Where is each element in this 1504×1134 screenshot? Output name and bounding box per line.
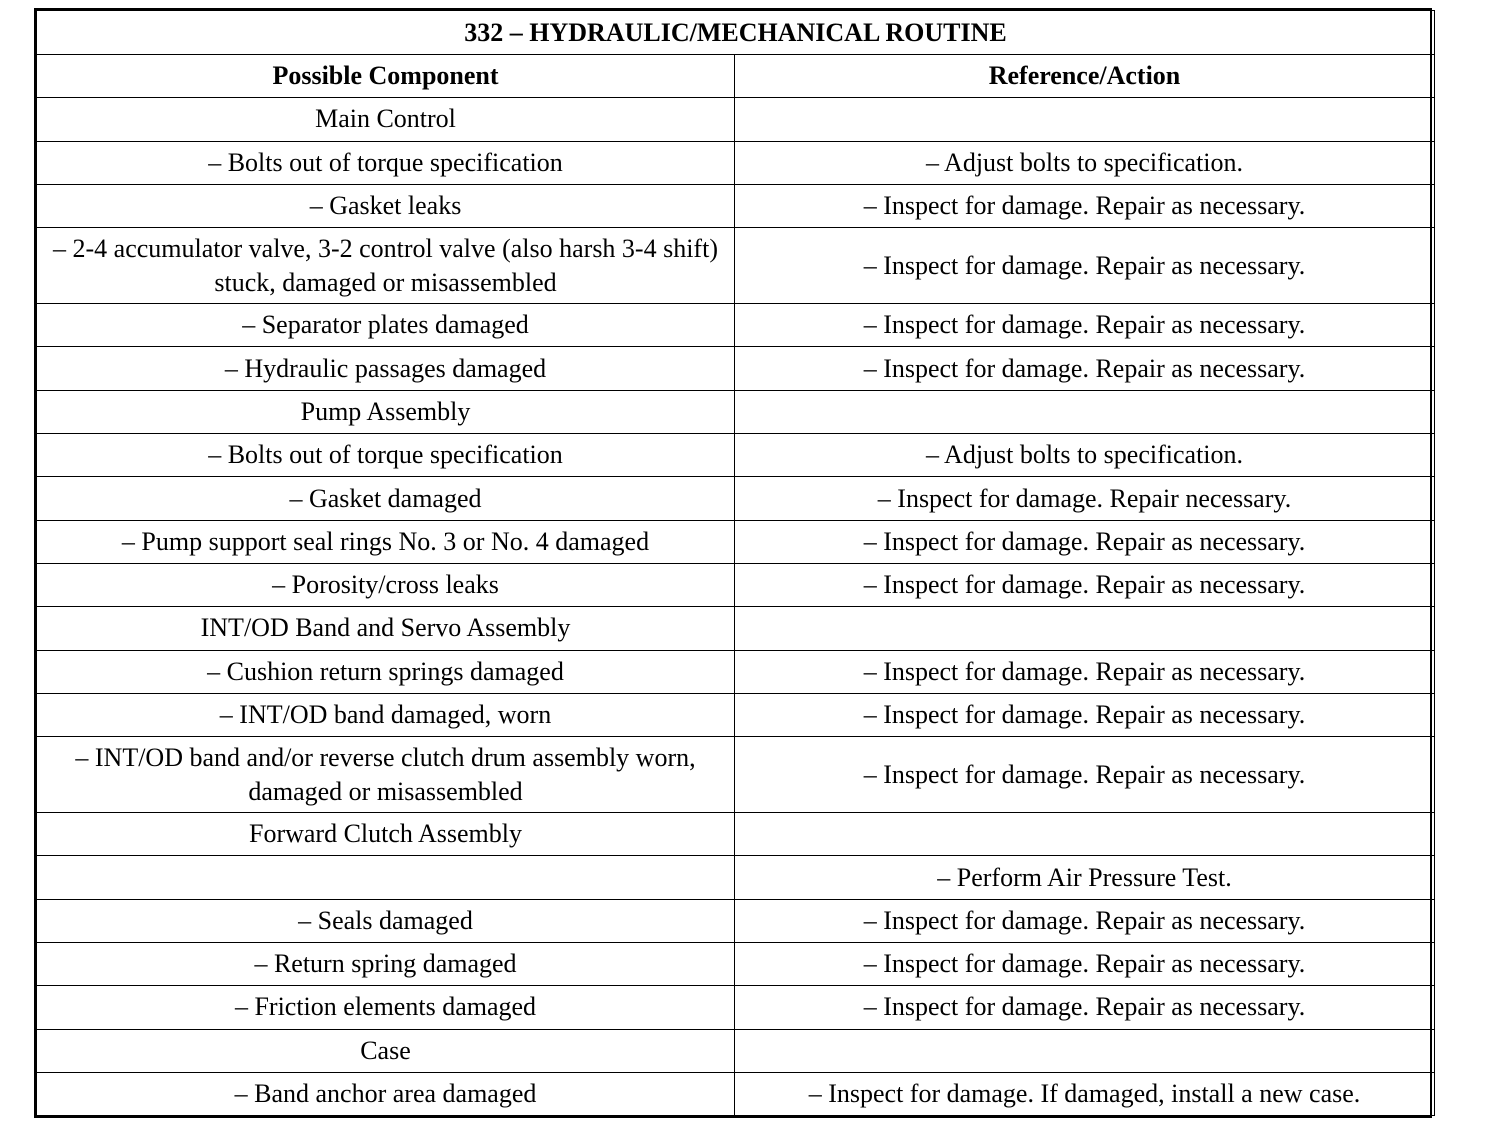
table-row (37, 813, 1435, 856)
action-cell: – Inspect for damage. If damaged, install a new case. (735, 1072, 1435, 1115)
action-cell: – Inspect for damage. Repair as necessary. (735, 693, 1435, 736)
component-cell: – Porosity/cross leaks (37, 563, 735, 606)
table-row (37, 899, 1435, 942)
component-cell: – INT/OD band and/or reverse clutch drum assembly worn, damaged or misassembled (37, 737, 735, 813)
table-row (37, 304, 1435, 347)
component-cell: Forward Clutch Assembly (37, 813, 735, 856)
component-cell: Main Control (37, 98, 735, 141)
table-row (37, 737, 1435, 813)
routine-table (36, 10, 1435, 1116)
table-row (37, 986, 1435, 1029)
component-cell: – Cushion return springs damaged (37, 650, 735, 693)
action-cell: – Inspect for damage. Repair as necessary. (735, 520, 1435, 563)
table-row (37, 184, 1435, 227)
table-row (37, 390, 1435, 433)
action-cell: – Inspect for damage. Repair as necessary. (735, 304, 1435, 347)
table-row (37, 98, 1435, 141)
action-cell (735, 607, 1435, 650)
table-row (37, 1029, 1435, 1072)
table-row (37, 477, 1435, 520)
table-row (37, 650, 1435, 693)
action-cell: – Adjust bolts to specification. (735, 141, 1435, 184)
table-row (37, 228, 1435, 304)
component-cell: – Hydraulic passages damaged (37, 347, 735, 390)
action-cell: – Inspect for damage. Repair as necessary. (735, 228, 1435, 304)
table-row (37, 434, 1435, 477)
header-possible-component: Possible Component (37, 55, 735, 98)
component-cell: – Friction elements damaged (37, 986, 735, 1029)
component-cell: – 2-4 accumulator valve, 3-2 control valve (also harsh 3-4 shift) stuck, damaged or misassembled (37, 228, 735, 304)
action-cell: – Inspect for damage. Repair as necessary. (735, 347, 1435, 390)
table-row (37, 520, 1435, 563)
action-cell: – Inspect for damage. Repair as necessary. (735, 899, 1435, 942)
header-reference-action: Reference/Action (735, 55, 1435, 98)
action-cell (735, 98, 1435, 141)
header-row (37, 55, 1435, 98)
table-row (37, 856, 1435, 899)
action-cell: – Inspect for damage. Repair as necessary. (735, 184, 1435, 227)
table-row (37, 563, 1435, 606)
table-row (37, 693, 1435, 736)
component-cell: – INT/OD band damaged, worn (37, 693, 735, 736)
component-cell: – Gasket leaks (37, 184, 735, 227)
component-cell: – Band anchor area damaged (37, 1072, 735, 1115)
action-cell: – Inspect for damage. Repair as necessary. (735, 650, 1435, 693)
routine-table-container (34, 8, 1432, 1118)
action-cell: – Inspect for damage. Repair as necessary. (735, 737, 1435, 813)
action-cell: – Inspect for damage. Repair as necessary. (735, 563, 1435, 606)
table-row (37, 141, 1435, 184)
component-cell: – Seals damaged (37, 899, 735, 942)
title-row (37, 11, 1435, 55)
action-cell: – Perform Air Pressure Test. (735, 856, 1435, 899)
action-cell: – Inspect for damage. Repair as necessary. (735, 943, 1435, 986)
table-row (37, 607, 1435, 650)
action-cell: – Adjust bolts to specification. (735, 434, 1435, 477)
table-row (37, 1072, 1435, 1115)
component-cell: – Bolts out of torque specification (37, 434, 735, 477)
component-cell: – Pump support seal rings No. 3 or No. 4 damaged (37, 520, 735, 563)
component-cell (37, 856, 735, 899)
component-cell: – Gasket damaged (37, 477, 735, 520)
component-cell: – Separator plates damaged (37, 304, 735, 347)
component-cell: Pump Assembly (37, 390, 735, 433)
action-cell (735, 390, 1435, 433)
component-cell: INT/OD Band and Servo Assembly (37, 607, 735, 650)
table-title: 332 – HYDRAULIC/MECHANICAL ROUTINE (37, 11, 1435, 55)
action-cell: – Inspect for damage. Repair necessary. (735, 477, 1435, 520)
action-cell (735, 813, 1435, 856)
action-cell (735, 1029, 1435, 1072)
action-cell: – Inspect for damage. Repair as necessary. (735, 986, 1435, 1029)
component-cell: – Bolts out of torque specification (37, 141, 735, 184)
table-row (37, 943, 1435, 986)
component-cell: Case (37, 1029, 735, 1072)
table-row (37, 347, 1435, 390)
component-cell: – Return spring damaged (37, 943, 735, 986)
